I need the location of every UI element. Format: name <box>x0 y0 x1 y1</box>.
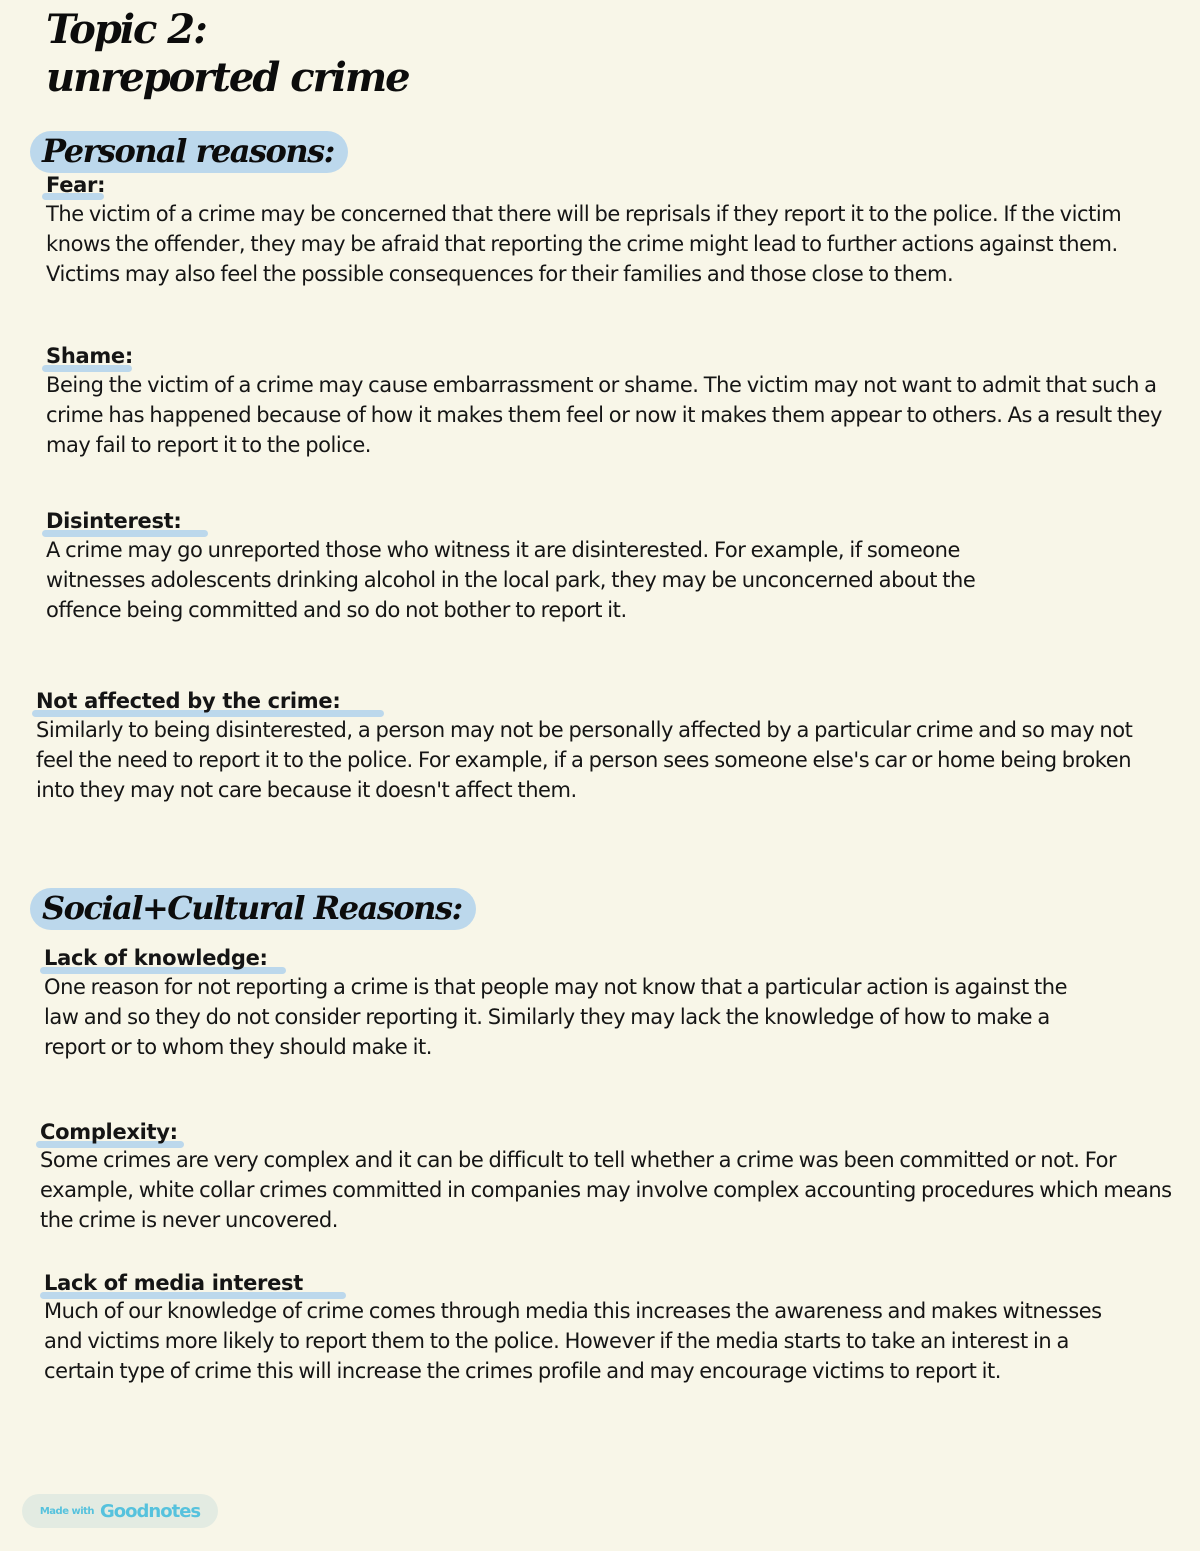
made-with-text: Made with <box>39 1505 95 1517</box>
paragraph-fear: The victim of a crime may be concerned that there will be reprisals if they report it to the police. If the victim knows the offender, they may be afraid that reporting the crime might lead to further actions against them. Victims may also feel the possible consequences for their families and those close to them. <box>46 202 1122 286</box>
subheading-fear: Fear: <box>46 173 106 197</box>
page-title-line-1: Topic 2: <box>46 6 206 53</box>
paragraph-complexity: Some crimes are very complex and it can be difficult to tell whether a crime was been committed or not. For example, white collar crimes committed in companies may involve complex accounting procedures which means the crime is never uncovered. <box>40 1148 1172 1232</box>
subheading-not-affected: Not affected by the crime: <box>36 689 341 713</box>
goodnotes-logo-text: Goodnotes <box>100 1500 201 1522</box>
page-title-line-2: unreported crime <box>46 54 409 101</box>
subheading-disinterest: Disinterest: <box>46 509 182 533</box>
subheading-lack-of-media-interest: Lack of media interest <box>44 1271 303 1295</box>
subheading-complexity: Complexity: <box>40 1120 178 1144</box>
subheading-shame: Shame: <box>46 344 133 368</box>
section-heading-personal-reasons: Personal reasons: <box>30 131 348 173</box>
paragraph-lack-of-knowledge: One reason for not reporting a crime is that people may not know that a particular action is against the law and so they do not consider reporting it. Similarly they may lack the knowledge of how to make a report or to whom they should make it. <box>44 975 1068 1059</box>
made-with-goodnotes-badge[interactable] <box>22 1494 218 1528</box>
paragraph-lack-of-media-interest: Much of our knowledge of crime comes through media this increases the awareness and makes witnesses and victims more likely to report them to the police. However if the media starts to take an interest in a certain type of crime this will increase the crimes profile and may encourage victims to report it. <box>44 1299 1102 1383</box>
paragraph-shame: Being the victim of a crime may cause embarrassment or shame. The victim may not want to admit that such a crime has happened because of how it makes them feel or now it makes them appear to others. As a result they may fail to report it to the police. <box>46 373 1162 457</box>
section-heading-social-cultural-reasons: Social+Cultural Reasons: <box>30 888 476 930</box>
subheading-lack-of-knowledge: Lack of knowledge: <box>44 946 268 970</box>
paragraph-not-affected: Similarly to being disinterested, a person may not be personally affected by a particular crime and so may not feel the need to report it to the police. For example, if a person sees someone else's car or home being broken into they may not care because it doesn't affect them. <box>36 718 1133 802</box>
paragraph-disinterest: A crime may go unreported those who witness it are disinterested. For example, if someone witnesses adolescents drinking alcohol in the local park, they may be unconcerned about the offence being committed and so do not bother to report it. <box>46 538 976 622</box>
